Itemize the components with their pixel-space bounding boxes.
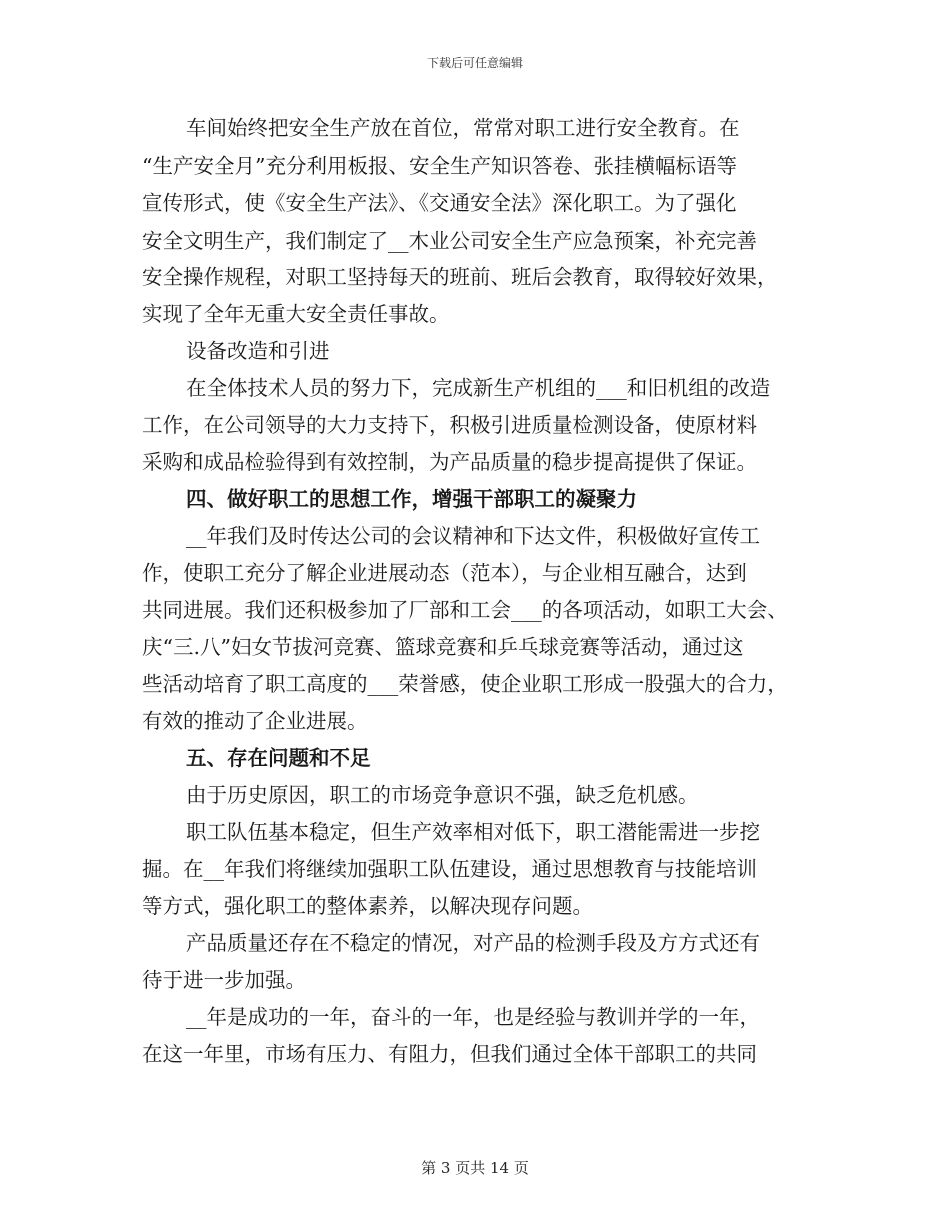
body-line: 共同进展。我们还积极参加了厂部和工会___的各项活动，如职工大会、 bbox=[142, 598, 788, 622]
body-line: 产品质量还存在不稳定的情况，对产品的检测手段及方方式还有 bbox=[186, 931, 760, 955]
body-line: 有效的推动了企业进展。 bbox=[142, 709, 368, 733]
body-line: 车间始终把安全生产放在首位，常常对职工进行安全教育。在 bbox=[186, 116, 740, 140]
body-line: 安全操作规程，对职工坚持每天的班前、班后会教育，取得较好效果， bbox=[142, 265, 778, 289]
body-line: 安全文明生产，我们制定了__木业公司安全生产应急预案，补充完善 bbox=[142, 229, 757, 253]
body-line: 在全体技术人员的努力下，完成新生产机组的___和旧机组的改造 bbox=[186, 376, 771, 400]
body-line: __年是成功的一年，奋斗的一年，也是经验与教训并学的一年， bbox=[186, 1005, 760, 1029]
body-line: 实现了全年无重大安全责任事故。 bbox=[142, 302, 450, 326]
section-heading: 五、存在问题和不足 bbox=[186, 746, 371, 770]
page-header: 下载后可任意编辑 bbox=[426, 56, 523, 70]
page-footer: 第 3 页共 14 页 bbox=[421, 1159, 529, 1177]
body-line: 工作，在公司领导的大力支持下，积极引进质量检测设备，使原材料 bbox=[142, 413, 757, 437]
body-line: 设备改造和引进 bbox=[186, 339, 330, 363]
body-line: 作，使职工充分了解企业进展动态（范本），与企业相互融合，达到 bbox=[142, 561, 747, 585]
body-line: 职工队伍基本稳定，但生产效率相对低下，职工潜能需进一步挖 bbox=[186, 820, 760, 844]
section-heading: 四、做好职工的思想工作，增强干部职工的凝聚力 bbox=[186, 487, 637, 511]
body-line: 采购和成品检验得到有效控制，为产品质量的稳步提高提供了保证。 bbox=[142, 450, 757, 474]
body-line: 掘。在__年我们将继续加强职工队伍建设，通过思想教育与技能培训 bbox=[142, 857, 757, 881]
body-line: 在这一年里，市场有压力、有阻力，但我们通过全体干部职工的共同 bbox=[142, 1042, 757, 1066]
body-line: 庆“三.八”妇女节拔河竞赛、篮球竞赛和乒乓球竞赛等活动，通过这 bbox=[142, 635, 744, 659]
body-line: “生产安全月”充分利用板报、安全生产知识答卷、张挂横幅标语等 bbox=[142, 154, 737, 178]
body-line: 宣传形式，使《安全生产法》、《交通安全法》深化职工。为了强化 bbox=[142, 191, 737, 215]
body-line: 等方式，强化职工的整体素养，以解决现存问题。 bbox=[142, 894, 593, 918]
body-line: 待于进一步加强。 bbox=[142, 968, 306, 992]
body-line: 由于历史原因，职工的市场竞争意识不强，缺乏危机感。 bbox=[186, 783, 699, 807]
body-line: 些活动培育了职工高度的___荣誉感，使企业职工形成一股强大的合力， bbox=[142, 672, 788, 696]
body-line: __年我们及时传达公司的会议精神和下达文件，积极做好宣传工 bbox=[186, 524, 760, 548]
